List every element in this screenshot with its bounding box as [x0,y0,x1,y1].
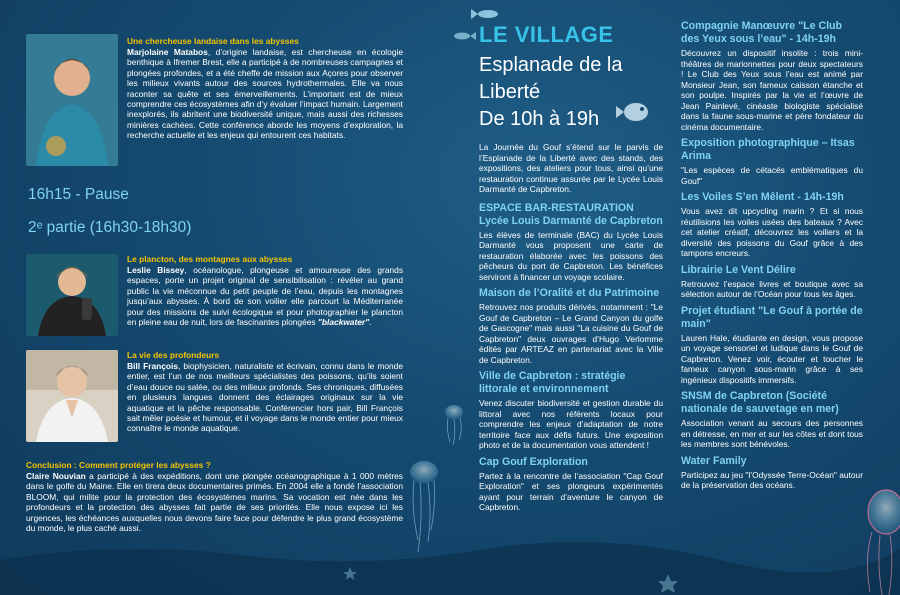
section-text: Venez discuter biodiversité et gestion durable du littoral avec nos référents locaux pour comprendre les enjeux d’adaptation de notre territoire face aux défis futurs. Une exposition photo et de la documentation vous attendent ! [479,398,663,450]
section-text: Vous avez dit upcycling marin ? Et si nous réutilisions les voiles usées des bateaux ? Avec cet atelier créatif, découvrez les voiliers et la diversité des poissons du Gouf grâce à des tampons encreurs. [681,206,863,258]
section-projet-etudiant [681,305,863,386]
village-title: LE VILLAGE [479,22,614,47]
section-librairie [681,264,863,300]
section-exposition-photo [681,137,863,186]
section-snsm [681,390,863,450]
speaker1-description: , d’origine landaise, est chercheuse en écologie benthique à Ifremer Brest, elle a participé à de nombreuses campagnes et plongées profondes, et a été cheffe de mission aux Açores pour observer les milieux vivants autour des sources hydrothermales. Elle va nous raconter sa quête et ses émerveillements. L’important est de mieux comprendre ces écosystèmes afin d’y évaluer l’impact humain. Largement inexplorés, ils abritent une biodiversité unique, mais aussi des richesses minières cachées. Cette conférence aborde les moyens d’exploration, la recherche actuelle et les enjeux qui entourent ces habitats. [127,47,403,141]
section-heading: Librairie Le Vent Délire [681,263,796,276]
conclusion-description: a participé à des expéditions, dont une plongée océanographique à 1 000 mètres dans le golfe du Maine. Elle en tirera deux documentaires primés. En 2004 elle a fondé l’association BLOOM, qui milite pour la protection des écosystèmes marins. Sa vocation est née dans les profondeurs et la protection des abysses fait partie de ses priorités. Elle nous expose ici les urgences, les échéances auxquelles nous devons faire face pour défendre le plus grand écosystème du monde, le plus caché aussi. [26,471,403,534]
jellyfish-icon [445,405,463,445]
section-text: Partez à la rencontre de l’association "Cap Gouf Exploration" et ses plongeurs expérimentés ayant pour terrain d’aventure le canyon de Capbreton. [479,470,663,512]
section-text: Découvrez un dispositif insolite : trois mini-théâtres de marionnettes pour deux spectateurs ! Le Club des Yeux sous l’eau est animé par Monsieur Jean, son fameux caisson étanche et son poulpe. Inspirés par la vie et l’œuvre de Jean Painlevé, cinéaste biologiste spécialisé dans la faune sous-marine et père fondateur du cinéma documentaire. [681,48,863,132]
section-heading: Les Voiles S’en Mêlent - 14h-19h [681,191,844,203]
speaker2-blackwater: "blackwater" [317,317,370,328]
section-water-family [681,455,863,491]
section-text: Lauren Hale, étudiante en design, vous propose un voyage sensoriel et ludique dans le Gouf de Capbreton. Venez voir, écouter et toucher le fameux canyon sous-marin grâce à ses ingénieux dispositifs immersifs. [681,332,863,385]
speaker-photo-leslie-bissey [26,254,118,336]
middle-column [479,142,663,513]
speaker1-heading: Une chercheuse landaise dans les abysses [127,36,299,46]
speaker2-block [127,254,403,327]
section-compagnie-manoeuvre [681,20,863,132]
right-column [681,20,863,491]
section-text: Retrouvez l’espace livres et boutique avec sa sélection autour de l’Océan pour tous les âges. [681,278,863,299]
fish-icon [454,32,476,40]
village-intro: La Journée du Gouf s’étend sur le parvis de l’Esplanade de la Liberté avec des stands, des expositions, des ateliers pour tous, ainsi qu’une restauration continue assurée par le Lycée Louis Darmanté de Capbreton. [479,142,663,194]
section-voiles [681,191,863,259]
village-subtitle [479,52,622,133]
conclusion-heading: Conclusion : Comment protéger les abysses ? [26,460,211,470]
pause-label: 16h15 - Pause [28,186,129,203]
speaker2-name: Leslie Bissey [127,265,185,275]
jellyfish-icon [867,490,900,595]
subtitle-line-1: Esplanade de la [479,54,623,76]
section-ville-capbreton [479,370,663,451]
section-text: Les élèves de terminale (BAC) du Lycée Louis Darmanté vous proposent une carte de restauration élaborée avec les poissons des pêcheurs du port de Capbreton. Les bénéfices serviront à financer un voyage scolaire. [479,229,663,282]
speaker3-name: Bill François [127,361,178,371]
section-text: Retrouvez nos produits dérivés, notamment : "Le Gouf de Capbreton – Le Grand Canyon du golfe de Gascogne" mais aussi "La cuisine du Gouf de Capbreton" deux ouvrages d’Hugo Verlomme édités par ARTEAZ en partenariat avec la Ville de Capbreton. [479,302,663,365]
fish-icon [471,9,498,19]
speaker1-name: Marjolaine Matabos [127,47,208,57]
speaker2-heading: Le plancton, des montagnes aux abysses [127,254,293,264]
speaker3-block [127,350,403,434]
section-cap-gouf [479,456,663,513]
speaker3-description: , biophysicien, naturaliste et écrivain, connu dans le monde entier, est l’un de nos meilleurs spécialistes des poissons, qu’ils soient d’eau douce ou salée, ou des milieux profonds. Ses chroniques, diffusées en plusieurs langues donnent des éclairages originaux sur la vie aquatique et la pêche responsable. Conférencier hors pair, Bill François sait mêler poésie et humour, et il voyage dans le monde entier pour mieux connaître le monde aquatique. [127,361,403,434]
subtitle-line-3: De 10h à 19h [479,108,600,130]
section-heading: Projet étudiant "Le Gouf à portée de main" [681,304,863,330]
section-heading: Maison de l’Oralité et du Patrimoine [479,287,660,299]
speaker3-text [127,361,403,434]
speaker3-heading: La vie des profondeurs [127,350,220,360]
section-heading: Water Family [681,454,747,467]
starfish-icon [343,567,678,593]
conclusion-block [26,460,403,533]
section-heading: SNSM de Capbreton (Société nationale de sauvetage en mer) [681,390,839,415]
section-heading: ESPACE BAR-RESTAURATION Lycée Louis Darmanté de Capbreton [479,201,663,227]
section-text: Participez au jeu "l’Odyssée Terre-Océan" autour de la préservation des océans. [681,469,863,490]
part2-label: 2ᵉ partie (16h30-18h30) [28,219,192,236]
speaker2-text [127,265,403,327]
speaker2-description: , océanologue, plongeuse et amoureuse des grands espaces, porte un projet original de sensibilisation : révéler au grand public la vie méconnue du petit peuple de l’eau, depuis les montagnes jusqu’aux abysses. À bord de son voilier elle parcourt la Méditerranée pour des missions de suivi écologique et pour photographier le plancton en pleine eau de nuit, lors de fascinantes plongées [127,265,404,328]
jellyfish-icon [410,461,438,552]
section-maison-oralite [479,287,663,365]
speaker-photo-bill-francois [26,350,118,442]
section-text: "Les espèces de cétacés emblématiques du Gouf" [681,165,863,186]
section-heading: Exposition photographique – Itsas Arima [681,137,855,162]
section-bar-restauration [479,202,663,283]
section-text: Association venant au secours des personnes en détresse, en mer et sur les côtes et dont tous les membres sont bénévoles. [681,418,863,449]
speaker1-block [127,36,403,141]
section-heading: Ville de Capbreton : stratégie littorale et environnement [479,370,626,395]
conclusion-name: Claire Nouvian [26,471,86,481]
section-heading: Compagnie Manœuvre "Le Club des Yeux sous l’eau" - 14h-19h [681,20,842,45]
speaker2-end: . [369,317,372,328]
subtitle-line-2: Liberté [479,81,541,103]
speaker1-text [127,47,403,141]
speaker-photo-marjolaine-matabos [26,34,118,166]
section-heading: Cap Gouf Exploration [479,455,588,468]
conclusion-text [26,471,403,533]
